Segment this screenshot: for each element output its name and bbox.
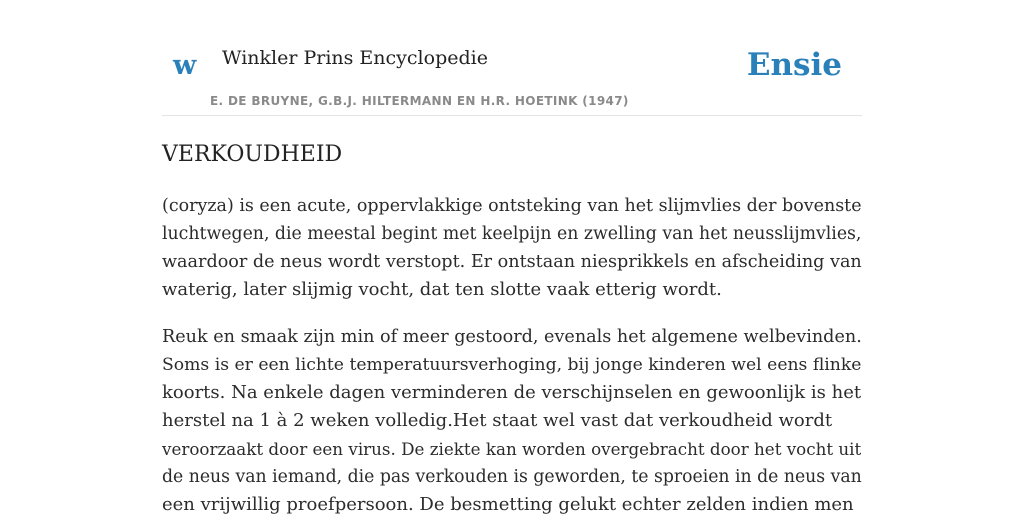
paragraph-line: koorts. Na enkele dagen verminderen de verschijnselen en gewoonlijk is het [162,382,862,403]
entry-paragraph [162,192,862,304]
paragraph-line: waardoor de neus wordt verstopt. Er ontstaan niesprikkels en afscheiding van [162,252,862,272]
entry-title: VERKOUDHEID [162,142,343,167]
winkler-prins-logo[interactable]: w [173,50,197,81]
paragraph-line: een vrijwillig proefpersoon. De besmetting gelukt echter zelden indien men [162,494,854,515]
paragraph-line: luchtwegen, die meestal begint met keelpijn en zwelling van het neusslijmvlies, [162,224,862,244]
paragraph-line: waterig, later slijmig vocht, dat ten slotte vaak etterig wordt. [162,279,722,300]
source-header [162,0,862,116]
source-authors: E. DE BRUYNE, G.B.J. HILTERMANN EN H.R. HOETINK (1947) [210,94,629,108]
ensie-logo[interactable]: Ensie [746,47,842,83]
article-page [162,0,862,515]
paragraph-line: Soms is er een lichte temperatuursverhoging, bij jonge kinderen wel eens flinke [162,355,862,375]
entry-paragraph [162,323,862,519]
paragraph-line: de neus van iemand, die pas verkouden is geworden, te sproeien in de neus van [162,467,862,487]
source-title[interactable]: Winkler Prins Encyclopedie [222,47,488,69]
paragraph-line: veroorzaakt door een virus. De ziekte kan worden overgebracht door het vocht uit [162,439,862,459]
paragraph-line: (coryza) is een acute, oppervlakkige ontsteking van het slijmvlies der bovenste [162,196,862,216]
paragraph-line: Reuk en smaak zijn min of meer gestoord, evenals het algemene welbevinden. [162,327,862,347]
paragraph-line: herstel na 1 à 2 weken volledig.Het staat wel vast dat verkoudheid wordt [162,410,833,431]
